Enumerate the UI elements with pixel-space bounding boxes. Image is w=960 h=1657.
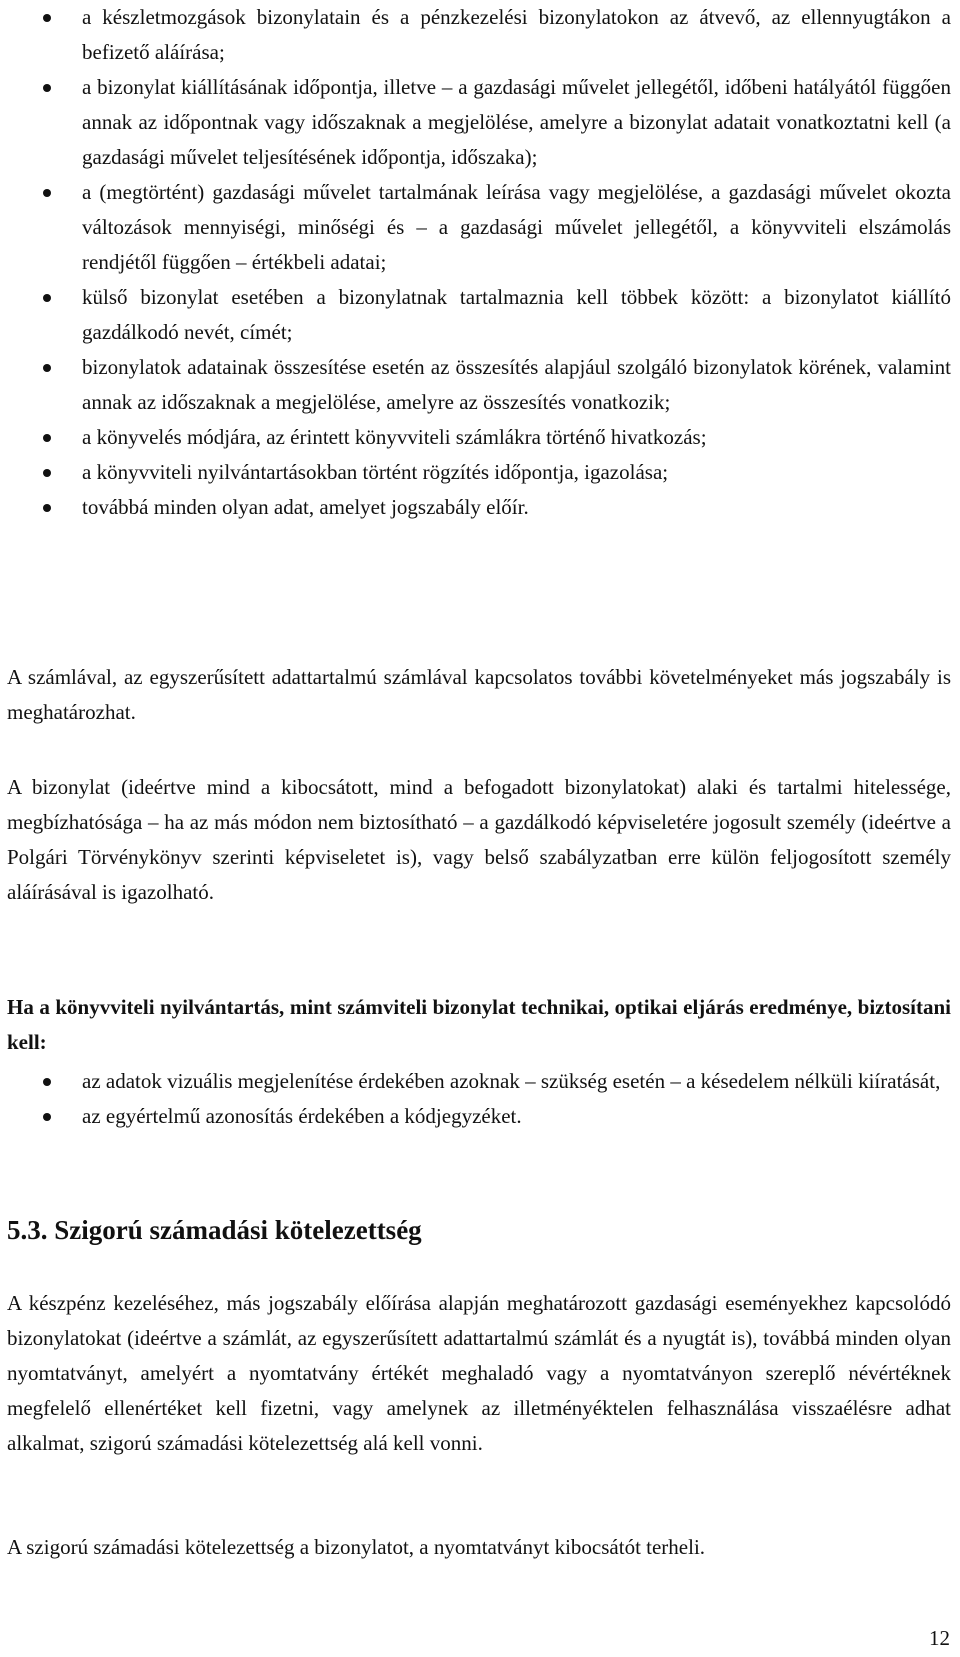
list-item-text: a (megtörtént) gazdasági művelet tartalmának leírása vagy megjelölése, a gazdasági művelet okozta változások mennyiségi, minőségi és – a gazdasági művelet jellegétől, a könyvviteli elszámolás rendjétől függően – értékbeli adatai; — [82, 180, 951, 274]
bullet-icon — [43, 14, 51, 22]
list-item — [7, 490, 951, 525]
bold-intro-paragraph: Ha a könyvviteli nyilvántartás, mint számviteli bizonylat technikai, optikai eljárás eredménye, biztosítani kell: — [7, 995, 951, 1054]
bullet-icon — [43, 504, 51, 512]
list-item-text: továbbá minden olyan adat, amelyet jogszabály előír. — [82, 495, 529, 519]
list-item — [7, 280, 951, 350]
bullet-icon — [43, 1078, 51, 1086]
requirements-list — [7, 0, 951, 525]
bullet-icon — [43, 434, 51, 442]
section-heading: 5.3. Szigorú számadási kötelezettség — [7, 1215, 422, 1245]
technical-requirements-list — [7, 1064, 951, 1134]
burden-paragraph: A szigorú számadási kötelezettség a bizonylatot, a nyomtatványt kibocsátót terheli. — [7, 1535, 706, 1559]
bullet-icon — [43, 84, 51, 92]
page-number: 12 — [929, 1626, 950, 1650]
list-item-text: külső bizonylat esetében a bizonylatnak tartalmaznia kell többek között: a bizonylatot kiállító gazdálkodó nevét, címét; — [82, 285, 951, 344]
list-item-text: a készletmozgások bizonylatain és a pénzkezelési bizonylatokon az átvevő, az ellennyugtákon a befizető aláírása; — [82, 5, 951, 64]
invoice-paragraph: A számlával, az egyszerűsített adattartalmú számlával kapcsolatos további követelményeket más jogszabály is meghatározhat. — [7, 665, 951, 724]
list-item — [7, 1099, 951, 1134]
list-item-text: a bizonylat kiállításának időpontja, illetve – a gazdasági művelet jellegétől, időbeni hatályától függően annak az időpontnak vagy időszaknak a megjelölése, amelyre a bizonylat adatait vonatkoztatni kell (a gazdasági művelet teljesítésének időpontja, időszaka); — [82, 75, 951, 169]
list-item — [7, 455, 951, 490]
list-item — [7, 1064, 951, 1099]
authenticity-paragraph: A bizonylat (ideértve mind a kibocsátott, mind a befogadott bizonylatokat) alaki és tartalmi hitelessége, megbízhatósága – ha az más módon nem biztosítható – a gazdálkodó képviseletére jogosult személy (ideértve a Polgári Törvénykönyv szerinti képviseletet is), vagy belső szabályzatban erre külön feljogosított személy aláírásával is igazolható. — [7, 775, 951, 904]
bullet-icon — [43, 364, 51, 372]
list-item — [7, 0, 951, 70]
list-item-text: az egyértelmű azonosítás érdekében a kódjegyzéket. — [82, 1104, 522, 1128]
list-item — [7, 175, 951, 280]
list-item-text: az adatok vizuális megjelenítése érdekében azoknak – szükség esetén – a késedelem nélküli kiíratását, — [82, 1069, 941, 1093]
bullet-icon — [43, 469, 51, 477]
list-item-text: a könyvelés módjára, az érintett könyvviteli számlákra történő hivatkozás; — [82, 425, 707, 449]
strict-accounting-paragraph: A készpénz kezeléséhez, más jogszabály előírása alapján meghatározott gazdasági eseményekhez kapcsolódó bizonylatokat (ideértve a számlát, az egyszerűsített adattartalmú számlát és a nyugtát is), továbbá minden olyan nyomtatványt, amelyért a nyomtatvány értékét meghaladó vagy a nyomtatványon szereplő névértéknek megfelelő ellenértéket kell fizetni, vagy amelynek az illetményéktelen felhasználása visszaélésre adhat alkalmat, szigorú számadási kötelezettség alá kell vonni. — [7, 1291, 951, 1455]
bullet-icon — [43, 189, 51, 197]
list-item-text: a könyvviteli nyilvántartásokban történt rögzítés időpontja, igazolása; — [82, 460, 669, 484]
list-item — [7, 350, 951, 420]
list-item — [7, 70, 951, 175]
list-item-text: bizonylatok adatainak összesítése esetén az összesítés alapjául szolgáló bizonylatok körének, valamint annak az időszaknak a megjelölése, amelyre az összesítés vonatkozik; — [82, 355, 951, 414]
list-item — [7, 420, 951, 455]
bullet-icon — [43, 294, 51, 302]
bullet-icon — [43, 1113, 51, 1121]
